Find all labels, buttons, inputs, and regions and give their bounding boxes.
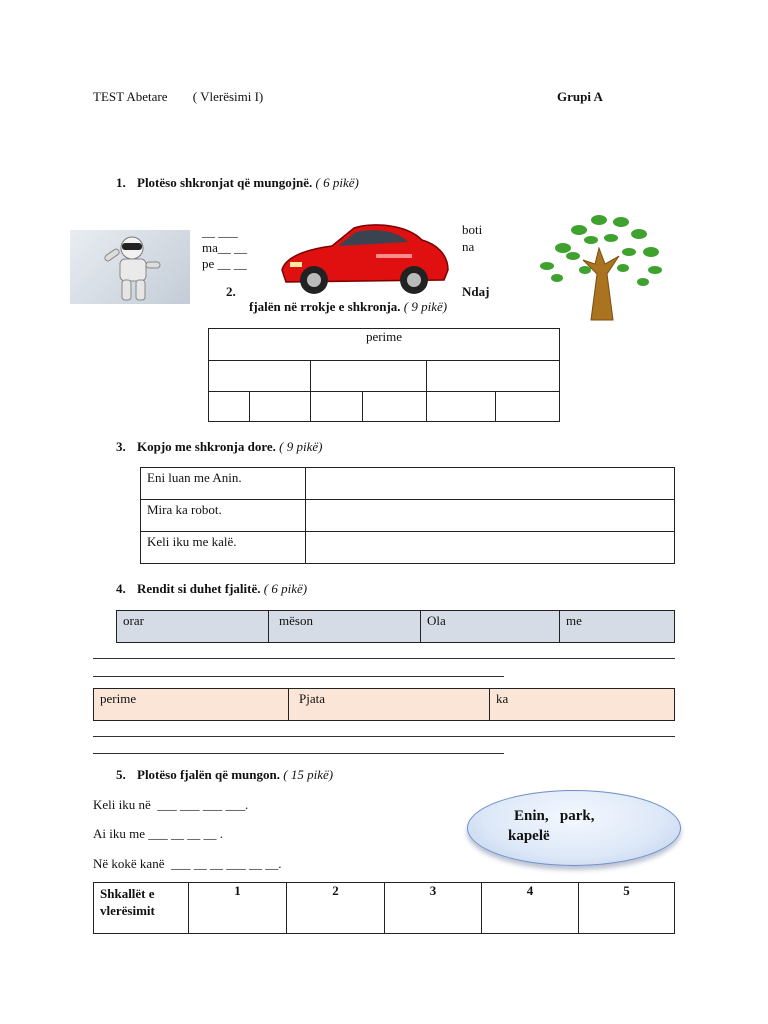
- grading-table: [93, 882, 675, 934]
- question-1-points: ( 6 pikë): [315, 175, 359, 190]
- answer-line[interactable]: [93, 658, 675, 659]
- syllable-word: perime: [365, 329, 403, 344]
- question-5-points: ( 15 pikë): [283, 767, 334, 782]
- copy-sentence: Mira ka robot.: [141, 500, 306, 532]
- copy-sentence: Eni luan me Anin.: [141, 468, 306, 500]
- grading-level[interactable]: 4: [482, 883, 579, 934]
- word-bank-line-1: Enin, park,: [514, 808, 595, 824]
- copy-answer-cell[interactable]: [306, 468, 675, 500]
- question-4-text: Rendit si duhet fjalitë.: [137, 581, 261, 596]
- answer-line[interactable]: [93, 753, 504, 754]
- car-image: [276, 218, 452, 300]
- question-2-text-b: fjalën në rrokje e shkronja.: [249, 299, 401, 314]
- letter-cell[interactable]: [311, 392, 363, 422]
- word-bank-line-2: kapelë: [508, 828, 550, 844]
- syllable-cell[interactable]: [427, 361, 560, 392]
- test-title: [93, 89, 263, 105]
- question-5-text: Plotëso fjalën që mungon.: [137, 767, 280, 782]
- robot-image: [70, 230, 190, 304]
- letter-cell[interactable]: [249, 392, 310, 422]
- grading-label-line-1: Shkallët e: [100, 886, 155, 901]
- question-3-points: ( 9 pikë): [279, 439, 323, 454]
- order-table-2: [93, 688, 675, 721]
- answer-line[interactable]: [93, 736, 675, 737]
- question-3-number: 3.: [116, 439, 126, 454]
- syllable-cell[interactable]: [209, 361, 311, 392]
- question-2-heading: [249, 299, 447, 315]
- q1-word-1: boti: [462, 222, 483, 237]
- letter-cell[interactable]: [427, 392, 496, 422]
- order-word: mëson: [269, 611, 421, 643]
- q1-word-2: na: [462, 239, 475, 254]
- fill-sentence-3: Në kokë kanë ___ __ __ ___ __ __.: [93, 856, 282, 871]
- copy-answer-cell[interactable]: [306, 500, 675, 532]
- syllable-cell[interactable]: [311, 361, 427, 392]
- syllable-word-cell: [209, 329, 560, 361]
- question-1-number: 1.: [116, 175, 126, 190]
- syllable-table: [208, 328, 560, 422]
- question-5-heading: [116, 767, 333, 783]
- word-bank-bubble: [467, 790, 681, 866]
- grading-level[interactable]: 3: [385, 883, 482, 934]
- question-4-points: ( 6 pikë): [263, 581, 308, 596]
- grading-label: [94, 883, 189, 934]
- order-word: Ola: [421, 611, 560, 643]
- grading-level[interactable]: 5: [579, 883, 675, 934]
- question-2-text-a: Ndaj: [462, 284, 490, 299]
- grading-level[interactable]: 2: [287, 883, 385, 934]
- group-label: Grupi A: [557, 89, 603, 104]
- question-1-heading: [116, 175, 359, 191]
- letter-cell[interactable]: [362, 392, 426, 422]
- letter-cell[interactable]: [209, 392, 250, 422]
- grading-level[interactable]: 1: [189, 883, 287, 934]
- question-4-heading: [116, 581, 307, 597]
- question-3-text: Kopjo me shkronja dore.: [137, 439, 276, 454]
- order-word: me: [560, 611, 675, 643]
- question-2-points: ( 9 pikë): [403, 299, 448, 314]
- test-name: TEST Abetare: [93, 89, 168, 104]
- q1-blank-3: pe __ __: [202, 256, 247, 271]
- order-word: ka: [490, 689, 675, 721]
- q1-blank-1: __ ___: [202, 224, 238, 239]
- q1-blank-2: ma__ __: [202, 240, 248, 255]
- tree-image: [533, 208, 669, 322]
- question-1-text: Plotëso shkronjat që mungojnë.: [137, 175, 313, 190]
- order-word: Pjata: [289, 689, 490, 721]
- question-5-number: 5.: [116, 767, 126, 782]
- question-2-number: 2.: [226, 284, 236, 299]
- copy-answer-cell[interactable]: [306, 532, 675, 564]
- order-table-1: [116, 610, 675, 643]
- q1-blanks: [202, 224, 247, 272]
- letter-cell[interactable]: [496, 392, 560, 422]
- answer-line[interactable]: [93, 676, 504, 677]
- order-word: orar: [117, 611, 269, 643]
- q1-words: [462, 221, 482, 255]
- copy-table: [140, 467, 675, 564]
- question-3-heading: [116, 439, 322, 455]
- order-word: perime: [94, 689, 289, 721]
- copy-sentence: Keli iku me kalë.: [141, 532, 306, 564]
- fill-sentence-2: Ai iku me ___ __ __ __ .: [93, 826, 223, 841]
- fill-sentence-1: Keli iku në ___ ___ ___ ___.: [93, 797, 249, 812]
- question-4-number: 4.: [116, 581, 126, 596]
- grading-label-line-2: vlerësimit: [100, 903, 155, 918]
- test-subtitle: ( Vlerësimi I): [192, 89, 264, 104]
